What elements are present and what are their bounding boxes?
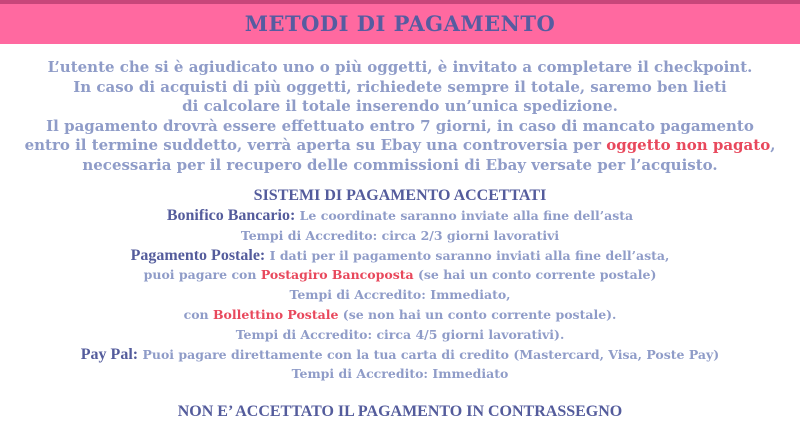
intro-line: necessaria per il recupero delle commissioni di Ebay versate per l’acquisto. <box>82 155 718 174</box>
postale-label: Pagamento Postale: <box>130 246 266 264</box>
postale-text: puoi pagare con <box>143 267 261 283</box>
postale-text: con <box>183 306 213 322</box>
page-title: METODI DI PAGAMENTO <box>244 11 556 36</box>
paypal-time: Tempi di Accredito: Immediato <box>291 366 509 382</box>
paypal-text: Puoi pagare direttamente con la tua carta di credito (Mastercard, Visa, Poste Pay) <box>138 346 720 362</box>
payment-methods-list <box>0 206 800 384</box>
intro-line: L’utente che si è agiudicato uno o più oggetti, è invitato a completare il checkpoint. <box>47 58 753 76</box>
postale-line-4 <box>0 305 800 325</box>
paypal-label: Pay Pal: <box>80 345 139 363</box>
postale-text: I dati per il pagamento saranno inviati alla fine dell’asta, <box>265 247 670 263</box>
postale-time-1: Tempi di Accredito: Immediato, <box>289 287 511 303</box>
bonifico-time: Tempi di Accredito: circa 2/3 giorni lavorativi <box>240 227 560 243</box>
postale-text: (se hai un conto corrente postale) <box>413 267 657 283</box>
bollettino-highlight: Bollettino Postale <box>212 306 339 322</box>
bonifico-label: Bonifico Bancario: <box>166 207 296 224</box>
postale-line <box>0 246 800 266</box>
postale-text: (se non hai un conto corrente postale). <box>338 306 617 322</box>
intro-line <box>0 136 800 156</box>
postagiro-highlight: Postagiro Bancoposta <box>260 267 414 283</box>
bonifico-line <box>0 206 800 226</box>
postale-time-2: Tempi di Accredito: circa 4/5 giorni lavorativi). <box>235 326 565 342</box>
bonifico-text: Le coordinate saranno inviate alla fine dell’asta <box>295 208 634 223</box>
intro-line: Il pagamento drovrà essere effettuato entro 7 giorni, in caso di mancato pagamento <box>46 116 754 135</box>
intro-line: In caso di acquisti di più oggetti, richiedete sempre il totale, saremo ben lieti <box>73 77 727 96</box>
no-cash-on-delivery-note: NON E’ ACCETTATO IL PAGAMENTO IN CONTRASSEGNO <box>177 403 623 420</box>
unpaid-item-highlight: oggetto non pagato <box>606 136 771 155</box>
intro-line: di calcolare il totale inserendo un’unica spedizione. <box>182 97 618 116</box>
intro-text: , <box>770 136 776 155</box>
postale-line-2 <box>0 265 800 285</box>
intro-paragraph <box>0 58 800 176</box>
accepted-systems-heading: SISTEMI DI PAGAMENTO ACCETTATI <box>253 187 547 204</box>
intro-text: entro il termine suddetto, verrà aperta su Ebay una controversia per <box>24 136 607 155</box>
paypal-line <box>0 345 800 365</box>
